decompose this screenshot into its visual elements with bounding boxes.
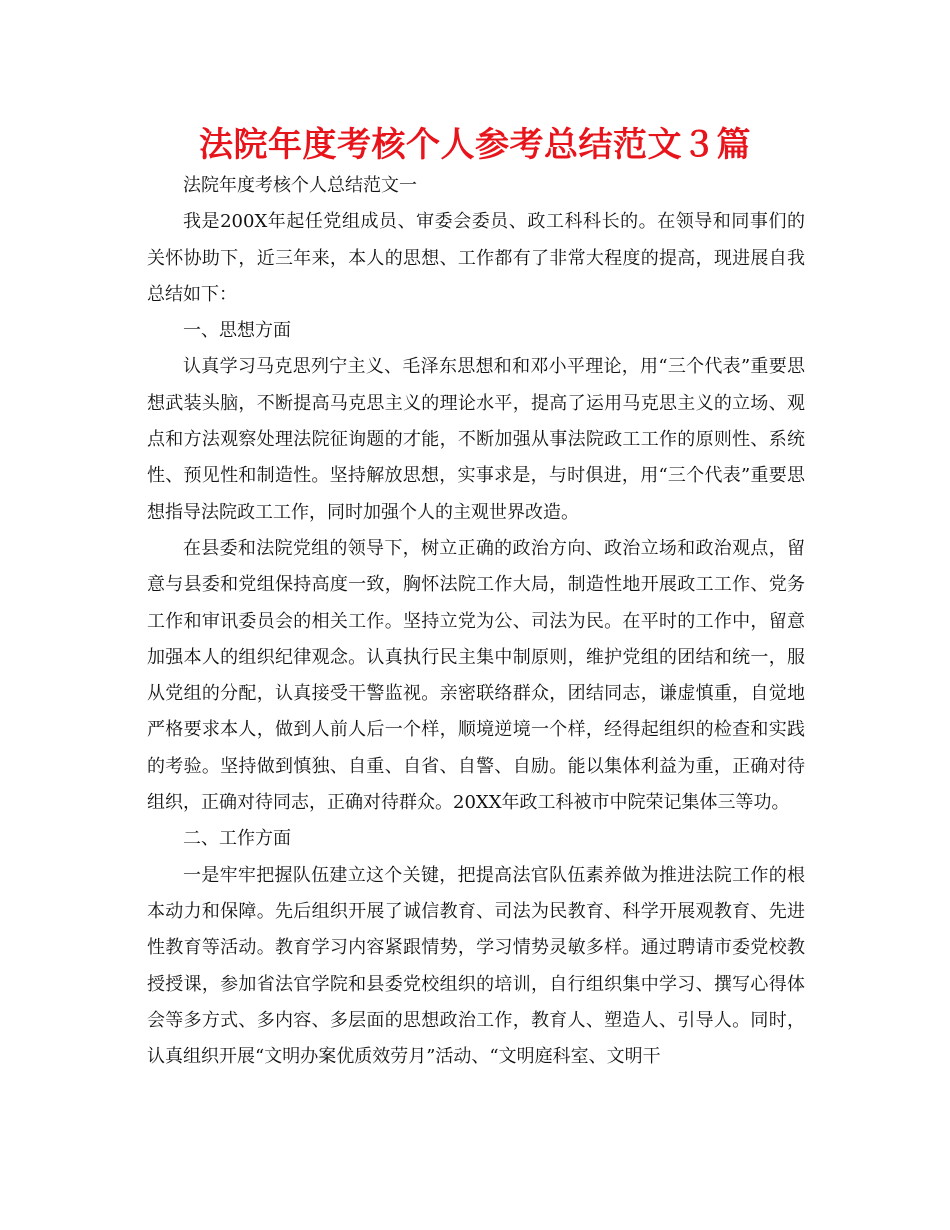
document-body [147,168,805,1075]
section-heading: 法院年度考核个人总结范文一 [183,175,417,196]
paragraph: 认真学习马克思列宁主义、毛泽东思想和和邓小平理论，用“三个代表”重要思想武装头脑，不断提高马克思主义的理论水平，提高了运用马克思主义的立场、观点和方法观察处理法院征询题的才能，不断加强从事法院政工工作的原则性、系统性、预见性和制造性。坚持解放思想，实事求是，与时俱进，用“三个代表”重要思想指导法院政工工作，同时加强个人的主观世界改造。 [147,356,805,523]
paragraph: 一是牢牢把握队伍建立这个关键，把提高法官队伍素养做为推进法院工作的根本动力和保障。先后组织开展了诚信教育、司法为民教育、科学开展观教育、先进性教育等活动。教育学习内容紧跟情势，学习情势灵敏多样。通过聘请市委党校教授授课，参加省法官学院和县委党校组织的培训，自行组织集中学习、撰写心得体会等多方式、多内容、多层面的思想政治工作，教育人、塑造人、引导人。同时，认真组织开展“文明办案优质效劳月”活动、“文明庭科室、文明干 [147,864,805,1068]
section-heading: 一、思想方面 [183,320,291,342]
paragraph: 在县委和法院党组的领导下，树立正确的政治方向、政治立场和政治观点，留意与县委和党组保持高度一致，胸怀法院工作大局，制造性地开展政工工作、党务工作和审讯委员会的相关工作。坚持立党为公、司法为民。在平时的工作中，留意加强本人的组织纪律观念。认真执行民主集中制原则，维护党组的团结和统一，服从党组的分配，认真接受干警监视。亲密联络群众，团结同志，谦虚慎重，自觉地严格要求本人，做到人前人后一个样，顺境逆境一个样，经得起组织的检查和实践的考验。坚持做到慎独、自重、自省、自警、自励。能以集体利益为重，正确对待组织，正确对待同志，正确对待群众。20XX年政工科被市中院荣记集体三等功。 [147,537,805,814]
paragraph: 我是200X年起任党组成员、审委会委员、政工科科长的。在领导和同事们的关怀协助下，近三年来，本人的思想、工作都有了非常大程度的提高，现进展自我总结如下： [147,211,805,305]
section-heading: 二、工作方面 [183,828,291,850]
document-title: 法院年度考核个人参考总结范文３篇 [199,125,751,165]
